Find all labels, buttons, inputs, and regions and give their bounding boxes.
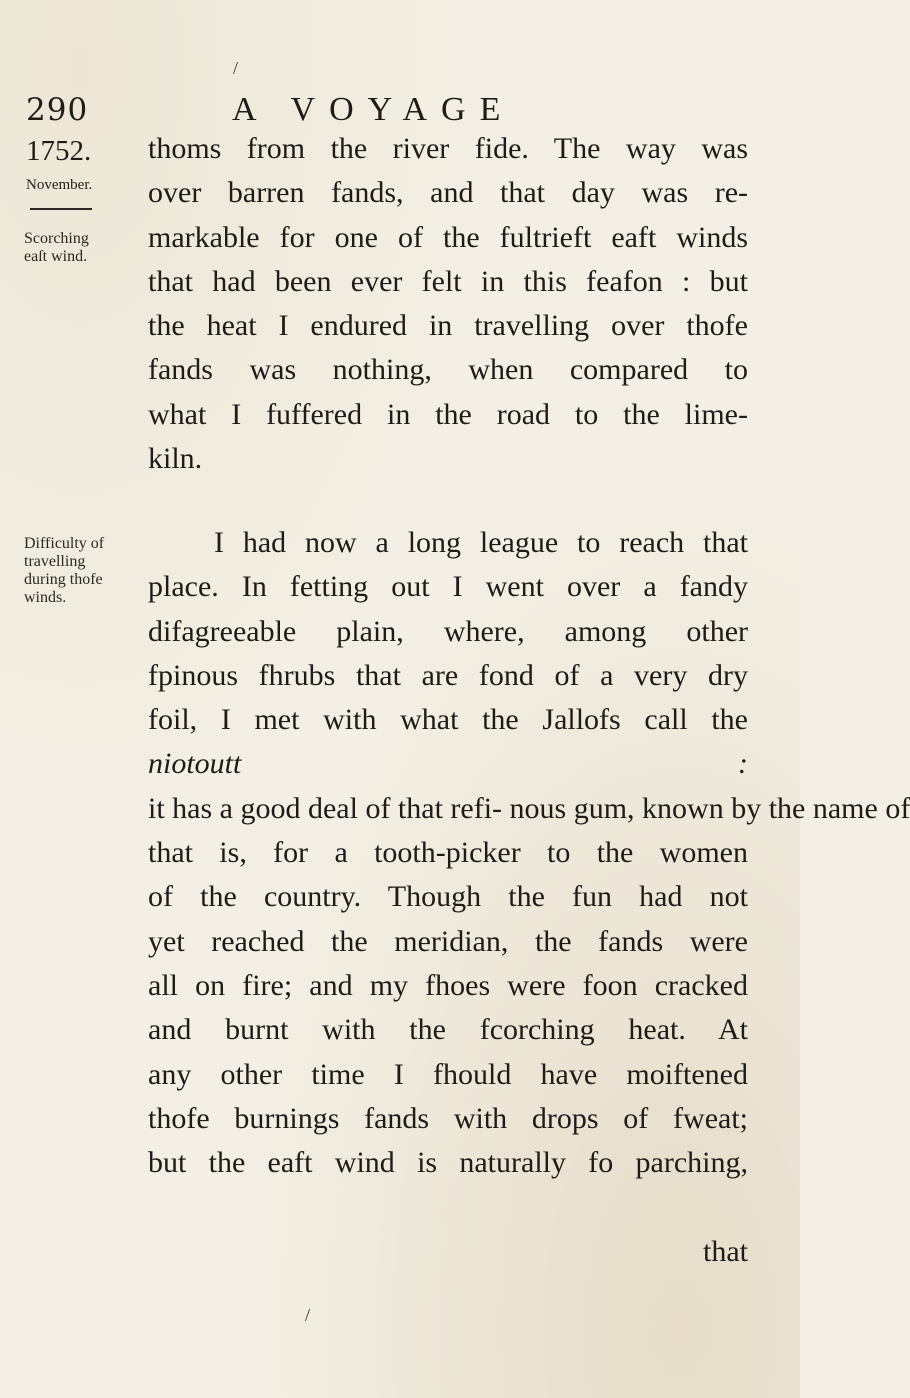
catchword: that	[703, 1234, 748, 1268]
margin-note-line: eaſt wind.	[24, 248, 88, 265]
stray-mark: /	[233, 58, 239, 78]
stray-mark: /	[305, 1305, 311, 1325]
text-line: difagreeable plain, where, among other	[148, 614, 748, 648]
text-line: but the eaft wind is naturally fo parching,	[148, 1146, 748, 1180]
text-line	[148, 1185, 748, 1229]
page-number: 290	[26, 92, 89, 128]
text-line: kiln.	[148, 442, 203, 476]
italic-term: niotoutt :	[148, 747, 748, 781]
margin-rule	[30, 208, 92, 210]
text-line	[148, 698, 748, 742]
text-line: all on fire; and my fhoes were foon cracked	[148, 968, 748, 1002]
text-run: foil, I met with what the Jallofs call the	[148, 703, 748, 737]
text-line: thofe burnings fands with drops of fweat;	[148, 1101, 748, 1135]
running-head: A VOYAGE	[232, 91, 515, 128]
text-run: it has a good deal of that refi- nous gum, known by the name of	[148, 791, 910, 825]
margin-year: 1752.	[26, 135, 92, 167]
margin-note-line: travelling	[24, 553, 86, 570]
text-line: that is, for a tooth-picker to the women	[148, 836, 748, 870]
text-line: fpinous fhrubs that are fond of a very dry	[148, 658, 748, 692]
margin-note-difficulty	[24, 535, 104, 607]
text-line: I had now a long league to reach that	[214, 526, 748, 559]
text-line: fands was nothing, when compared to	[148, 353, 748, 387]
margin-note-line: winds.	[24, 589, 67, 606]
text-line: and burnt with the fcorching heat. At	[148, 1013, 748, 1047]
text-line: over barren fands, and that day was re-	[148, 176, 748, 210]
margin-note-scorching	[24, 230, 89, 266]
text-line: any other time I fhould have moiftened	[148, 1057, 748, 1091]
text-line: the heat I endured in travelling over thofe	[148, 309, 748, 343]
text-line: yet reached the meridian, the fands were	[148, 924, 748, 958]
text-line: place. In fetting out I went over a fandy	[148, 570, 748, 604]
text-line: thoms from the river fide. The way was	[148, 132, 748, 165]
margin-note-line: Scorching	[24, 230, 89, 247]
margin-note-line: during thofe	[24, 571, 103, 588]
margin-month: November.	[26, 177, 93, 193]
margin-note-line: Difficulty of	[24, 535, 105, 552]
text-line: what I fuffered in the road to the lime-	[148, 397, 748, 431]
text-line	[148, 787, 910, 831]
text-line: markable for one of the fultrieft eaft winds	[148, 220, 748, 254]
text-line	[148, 742, 748, 786]
text-line: of the country. Though the fun had not	[148, 880, 748, 914]
paragraph-1	[148, 127, 748, 481]
text-line: that had been ever felt in this feafon : but	[148, 264, 748, 298]
paragraph-2	[148, 521, 910, 1274]
